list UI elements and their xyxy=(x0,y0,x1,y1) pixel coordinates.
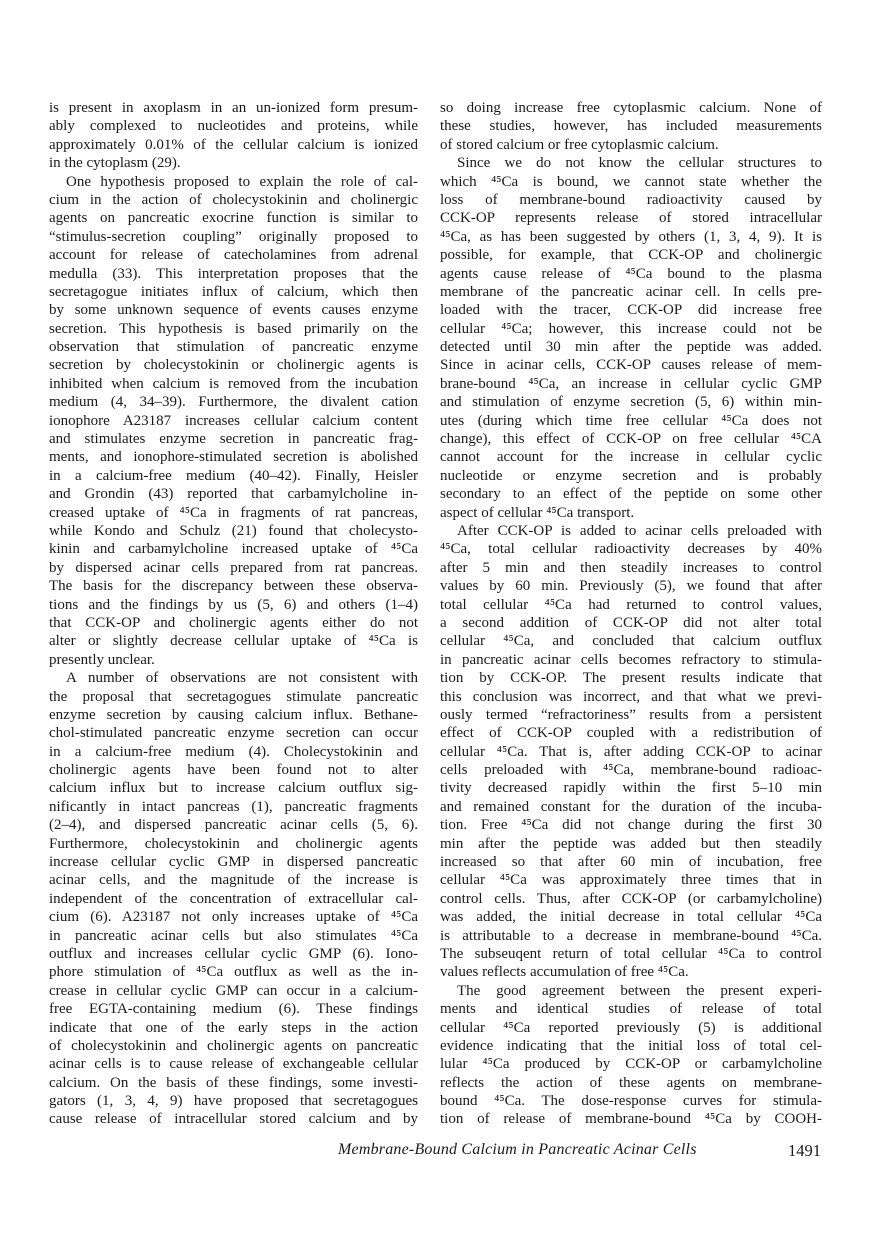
text-line: in pancreatic acinar cells but also stimulates ⁴⁵Ca xyxy=(49,927,418,944)
paragraph xyxy=(440,154,822,522)
paragraph xyxy=(49,99,418,173)
text-line: evidence indicating that the initial loss of total cel- xyxy=(440,1037,822,1054)
text-line: ously termed “refractoriness” results from a persistent xyxy=(440,706,822,723)
text-line: medium (4, 34–39). Furthermore, the divalent cation xyxy=(49,394,418,411)
text-line: cause release of intracellular stored calcium and by xyxy=(49,1111,418,1128)
text-line: enzyme secretion by causing calcium influx. Bethane- xyxy=(49,706,418,723)
text-line: total cellular ⁴⁵Ca had returned to control values, xyxy=(440,596,822,613)
text-line: independent of the concentration of extracellular cal- xyxy=(49,890,418,907)
text-line: tivity decreased rapidly within the first 5–10 min xyxy=(440,780,822,797)
text-line: these studies, however, has included measurements xyxy=(440,118,822,135)
text-line: inhibited when calcium is removed from the incubation xyxy=(49,375,418,392)
text-line: The good agreement between the present experi- xyxy=(457,982,822,999)
text-line: cells preloaded with ⁴⁵Ca, membrane-bound radioac- xyxy=(440,762,822,779)
text-line: and stimulation of enzyme secretion (5, 6) within min- xyxy=(440,394,822,411)
text-line: values reflects accumulation of free ⁴⁵Ca. xyxy=(440,964,689,981)
text-line: increase cellular cyclic GMP in dispersed pancreatic xyxy=(49,854,418,871)
text-line: is attributable to a decrease in membrane-bound ⁴⁵Ca. xyxy=(440,927,822,944)
text-line: cium (6). A23187 not only increases uptake of ⁴⁵Ca xyxy=(49,909,418,926)
text-line: and remained constant for the duration of the incuba- xyxy=(440,798,822,815)
text-line: cellular ⁴⁵Ca; however, this increase could not be xyxy=(440,320,822,337)
text-line: ⁴⁵Ca, total cellular radioactivity decreases by 40% xyxy=(440,541,822,558)
text-line: agents on pancreatic exocrine function is similar to xyxy=(49,210,418,227)
text-line: cholinergic agents have been found not to alter xyxy=(49,762,418,779)
text-line: chol-stimulated pancreatic enzyme secretion can occur xyxy=(49,725,418,742)
text-line: CCK-OP represents release of stored intracellular xyxy=(440,210,822,227)
text-line: detected until 30 min after the peptide was added. xyxy=(440,339,822,356)
text-line: creased uptake of ⁴⁵Ca in fragments of rat pancreas, xyxy=(49,504,418,521)
text-line: acinar cells is to cause release of exchangeable cellular xyxy=(49,1056,418,1073)
text-line: and Grondin (43) reported that carbamylcholine in- xyxy=(49,486,418,503)
text-line: control cells. Thus, after CCK-OP (or carbamylcholine) xyxy=(440,890,822,907)
text-line: in a calcium-free medium (4). Cholecystokinin and xyxy=(49,743,418,760)
text-line: (2–4), and dispersed pancreatic acinar cells (5, 6). xyxy=(49,817,418,834)
text-line: cellular ⁴⁵Ca reported previously (5) is additional xyxy=(440,1019,822,1036)
text-line: calcium. On the basis of these findings, some investi- xyxy=(49,1074,418,1091)
running-title: Membrane-Bound Calcium in Pancreatic Acinar Cells xyxy=(338,1141,697,1158)
text-line: cellular ⁴⁵Ca, and concluded that calcium outflux xyxy=(440,633,822,650)
text-line: ably complexed to nucleotides and proteins, while xyxy=(49,118,418,135)
text-line: lular ⁴⁵Ca produced by CCK-OP or carbamylcholine xyxy=(440,1056,822,1073)
text-line: which ⁴⁵Ca is bound, we cannot state whether the xyxy=(440,173,822,190)
text-line: agents cause release of ⁴⁵Ca bound to the plasma xyxy=(440,265,822,282)
text-line: secretion. This hypothesis is based primarily on the xyxy=(49,320,418,337)
text-line: tion of release of membrane-bound ⁴⁵Ca by COOH- xyxy=(440,1111,822,1128)
text-line: phore stimulation of ⁴⁵Ca outflux as well as the in- xyxy=(49,964,418,981)
text-line: effect of CCK-OP coupled with a redistribution of xyxy=(440,725,822,742)
paragraph xyxy=(440,522,822,982)
text-line: approximately 0.01% of the cellular calcium is ionized xyxy=(49,136,418,153)
text-line: that CCK-OP and cholinergic agents either do not xyxy=(49,614,418,631)
text-line: One hypothesis proposed to explain the role of cal- xyxy=(66,173,418,190)
text-line: in a calcium-free medium (40–42). Finally, Heisler xyxy=(49,467,418,484)
text-line: ionophore A23187 increases cellular calcium content xyxy=(49,412,418,429)
text-line: of cholecystokinin and cholinergic agents on pancreatic xyxy=(49,1037,418,1054)
text-line: presently unclear. xyxy=(49,651,155,668)
text-line: secondary to an effect of the peptide on some other xyxy=(440,486,822,503)
text-line: by some unknown sequence of events causes enzyme xyxy=(49,302,418,319)
text-line: outflux and increases cellular cyclic GMP (6). Iono- xyxy=(49,945,418,962)
text-line: the proposal that secretagogues stimulate pancreatic xyxy=(49,688,418,705)
text-line: loss of membrane-bound radioactivity caused by xyxy=(440,191,822,208)
text-line: gators (1, 3, 4, 9) have proposed that secretagogues xyxy=(49,1093,418,1110)
text-line: “stimulus-secretion coupling” originally proposed to xyxy=(49,228,418,245)
text-line: of stored calcium or free cytoplasmic calcium. xyxy=(440,136,719,153)
text-line: alter or slightly decrease cellular uptake of ⁴⁵Ca is xyxy=(49,633,418,650)
paragraph xyxy=(49,669,418,1129)
paragraph xyxy=(440,99,822,154)
text-line: ⁴⁵Ca, as has been suggested by others (1, 3, 4, 9). It is xyxy=(440,228,822,245)
text-line: min after the peptide was added but then steadily xyxy=(440,835,822,852)
text-line: tion. Free ⁴⁵Ca did not change during the first 30 xyxy=(440,817,822,834)
paragraph xyxy=(440,982,822,1129)
text-line: and stimulates enzyme secretion in pancreatic frag- xyxy=(49,431,418,448)
text-line: by dispersed acinar cells prepared from rat pancreas. xyxy=(49,559,418,576)
text-line: The subseuqent return of total cellular ⁴⁵Ca to control xyxy=(440,945,822,962)
text-line: utes (during which time free cellular ⁴⁵Ca does not xyxy=(440,412,822,429)
text-line: cannot account for the increase in cellular cyclic xyxy=(440,449,822,466)
text-line: cium in the action of cholecystokinin and cholinergic xyxy=(49,191,418,208)
text-line: Since in acinar cells, CCK-OP causes release of mem- xyxy=(440,357,822,374)
text-line: membrane of the pancreatic acinar cell. In cells pre- xyxy=(440,283,822,300)
text-line: so doing increase free cytoplasmic calcium. None of xyxy=(440,100,822,116)
text-line: indicate that one of the early steps in the action xyxy=(49,1019,418,1036)
text-line: after 5 min and then steadily increases to control xyxy=(440,559,822,576)
text-line: secretion by cholecystokinin or cholinergic agents is xyxy=(49,357,418,374)
text-line: this conclusion was incorrect, and that what we previ- xyxy=(440,688,822,705)
text-line: increased so that after 60 min of incubation, free xyxy=(440,854,822,871)
text-line: kinin and carbamylcholine increased uptake of ⁴⁵Ca xyxy=(49,541,418,558)
text-line: was added, the initial decrease in total cellular ⁴⁵Ca xyxy=(440,909,822,926)
text-line: tions and the findings by us (5, 6) and others (1–4) xyxy=(49,596,418,613)
text-line: a second addition of CCK-OP did not alter total xyxy=(440,614,822,631)
text-line: crease in cellular cyclic GMP can occur in a calcium- xyxy=(49,982,418,999)
text-line: Since we do not know the cellular structures to xyxy=(457,155,822,172)
text-line: After CCK-OP is added to acinar cells preloaded with xyxy=(457,522,822,539)
text-line: observation that stimulation of pancreatic enzyme xyxy=(49,339,418,356)
text-line: change), this effect of CCK-OP on free cellular ⁴⁵CA xyxy=(440,431,822,448)
text-line: bound ⁴⁵Ca. The dose-response curves for stimula- xyxy=(440,1093,822,1110)
text-line: reflects the action of these agents on membrane- xyxy=(440,1074,822,1091)
text-line: values by 60 min. Previously (5), we found that after xyxy=(440,578,822,595)
text-column-right xyxy=(440,99,822,1129)
page-number: 1491 xyxy=(788,1141,821,1160)
text-column-left xyxy=(49,99,418,1129)
text-line: while Kondo and Schulz (21) found that cholecysto- xyxy=(49,522,418,539)
text-line: cellular ⁴⁵Ca was approximately three times that in xyxy=(440,872,822,889)
text-line: ments and identical studies of release of total xyxy=(440,1001,822,1018)
text-line: Furthermore, cholecystokinin and cholinergic agents xyxy=(49,835,418,852)
text-line: acinar cells, and the magnitude of the increase is xyxy=(49,872,418,889)
text-line: secretagogue initiates influx of calcium, which then xyxy=(49,283,418,300)
text-line: nificantly in intact pancreas (1), pancreatic fragments xyxy=(49,798,418,815)
paragraph xyxy=(49,173,418,670)
text-line: tion by CCK-OP. The present results indicate that xyxy=(440,670,822,687)
text-line: in the cytoplasm (29). xyxy=(49,155,181,172)
text-line: A number of observations are not consistent with xyxy=(66,670,418,687)
text-line: brane-bound ⁴⁵Ca, an increase in cellular cyclic GMP xyxy=(440,375,822,392)
text-line: account for release of catecholamines from adrenal xyxy=(49,247,418,264)
text-line: possible, for example, that CCK-OP and cholinergic xyxy=(440,247,822,264)
text-line: aspect of cellular ⁴⁵Ca transport. xyxy=(440,504,635,521)
text-line: in pancreatic acinar cells becomes refractory to stimula- xyxy=(440,651,822,668)
text-line: is present in axoplasm in an un-ionized form presum- xyxy=(49,100,418,116)
text-line: cellular ⁴⁵Ca. That is, after adding CCK-OP to acinar xyxy=(440,743,822,760)
text-line: ments, and ionophore-stimulated secretion is abolished xyxy=(49,449,418,466)
text-line: loaded with the tracer, CCK-OP did increase free xyxy=(440,302,822,319)
text-line: medulla (33). This interpretation proposes that the xyxy=(49,265,418,282)
text-line: free EGTA-containing medium (6). These findings xyxy=(49,1001,418,1018)
text-line: The basis for the discrepancy between these observa- xyxy=(49,578,418,595)
text-line: calcium influx but to increase calcium outflux sig- xyxy=(49,780,418,797)
text-line: nucleotide or enzyme secretion and is probably xyxy=(440,467,822,484)
